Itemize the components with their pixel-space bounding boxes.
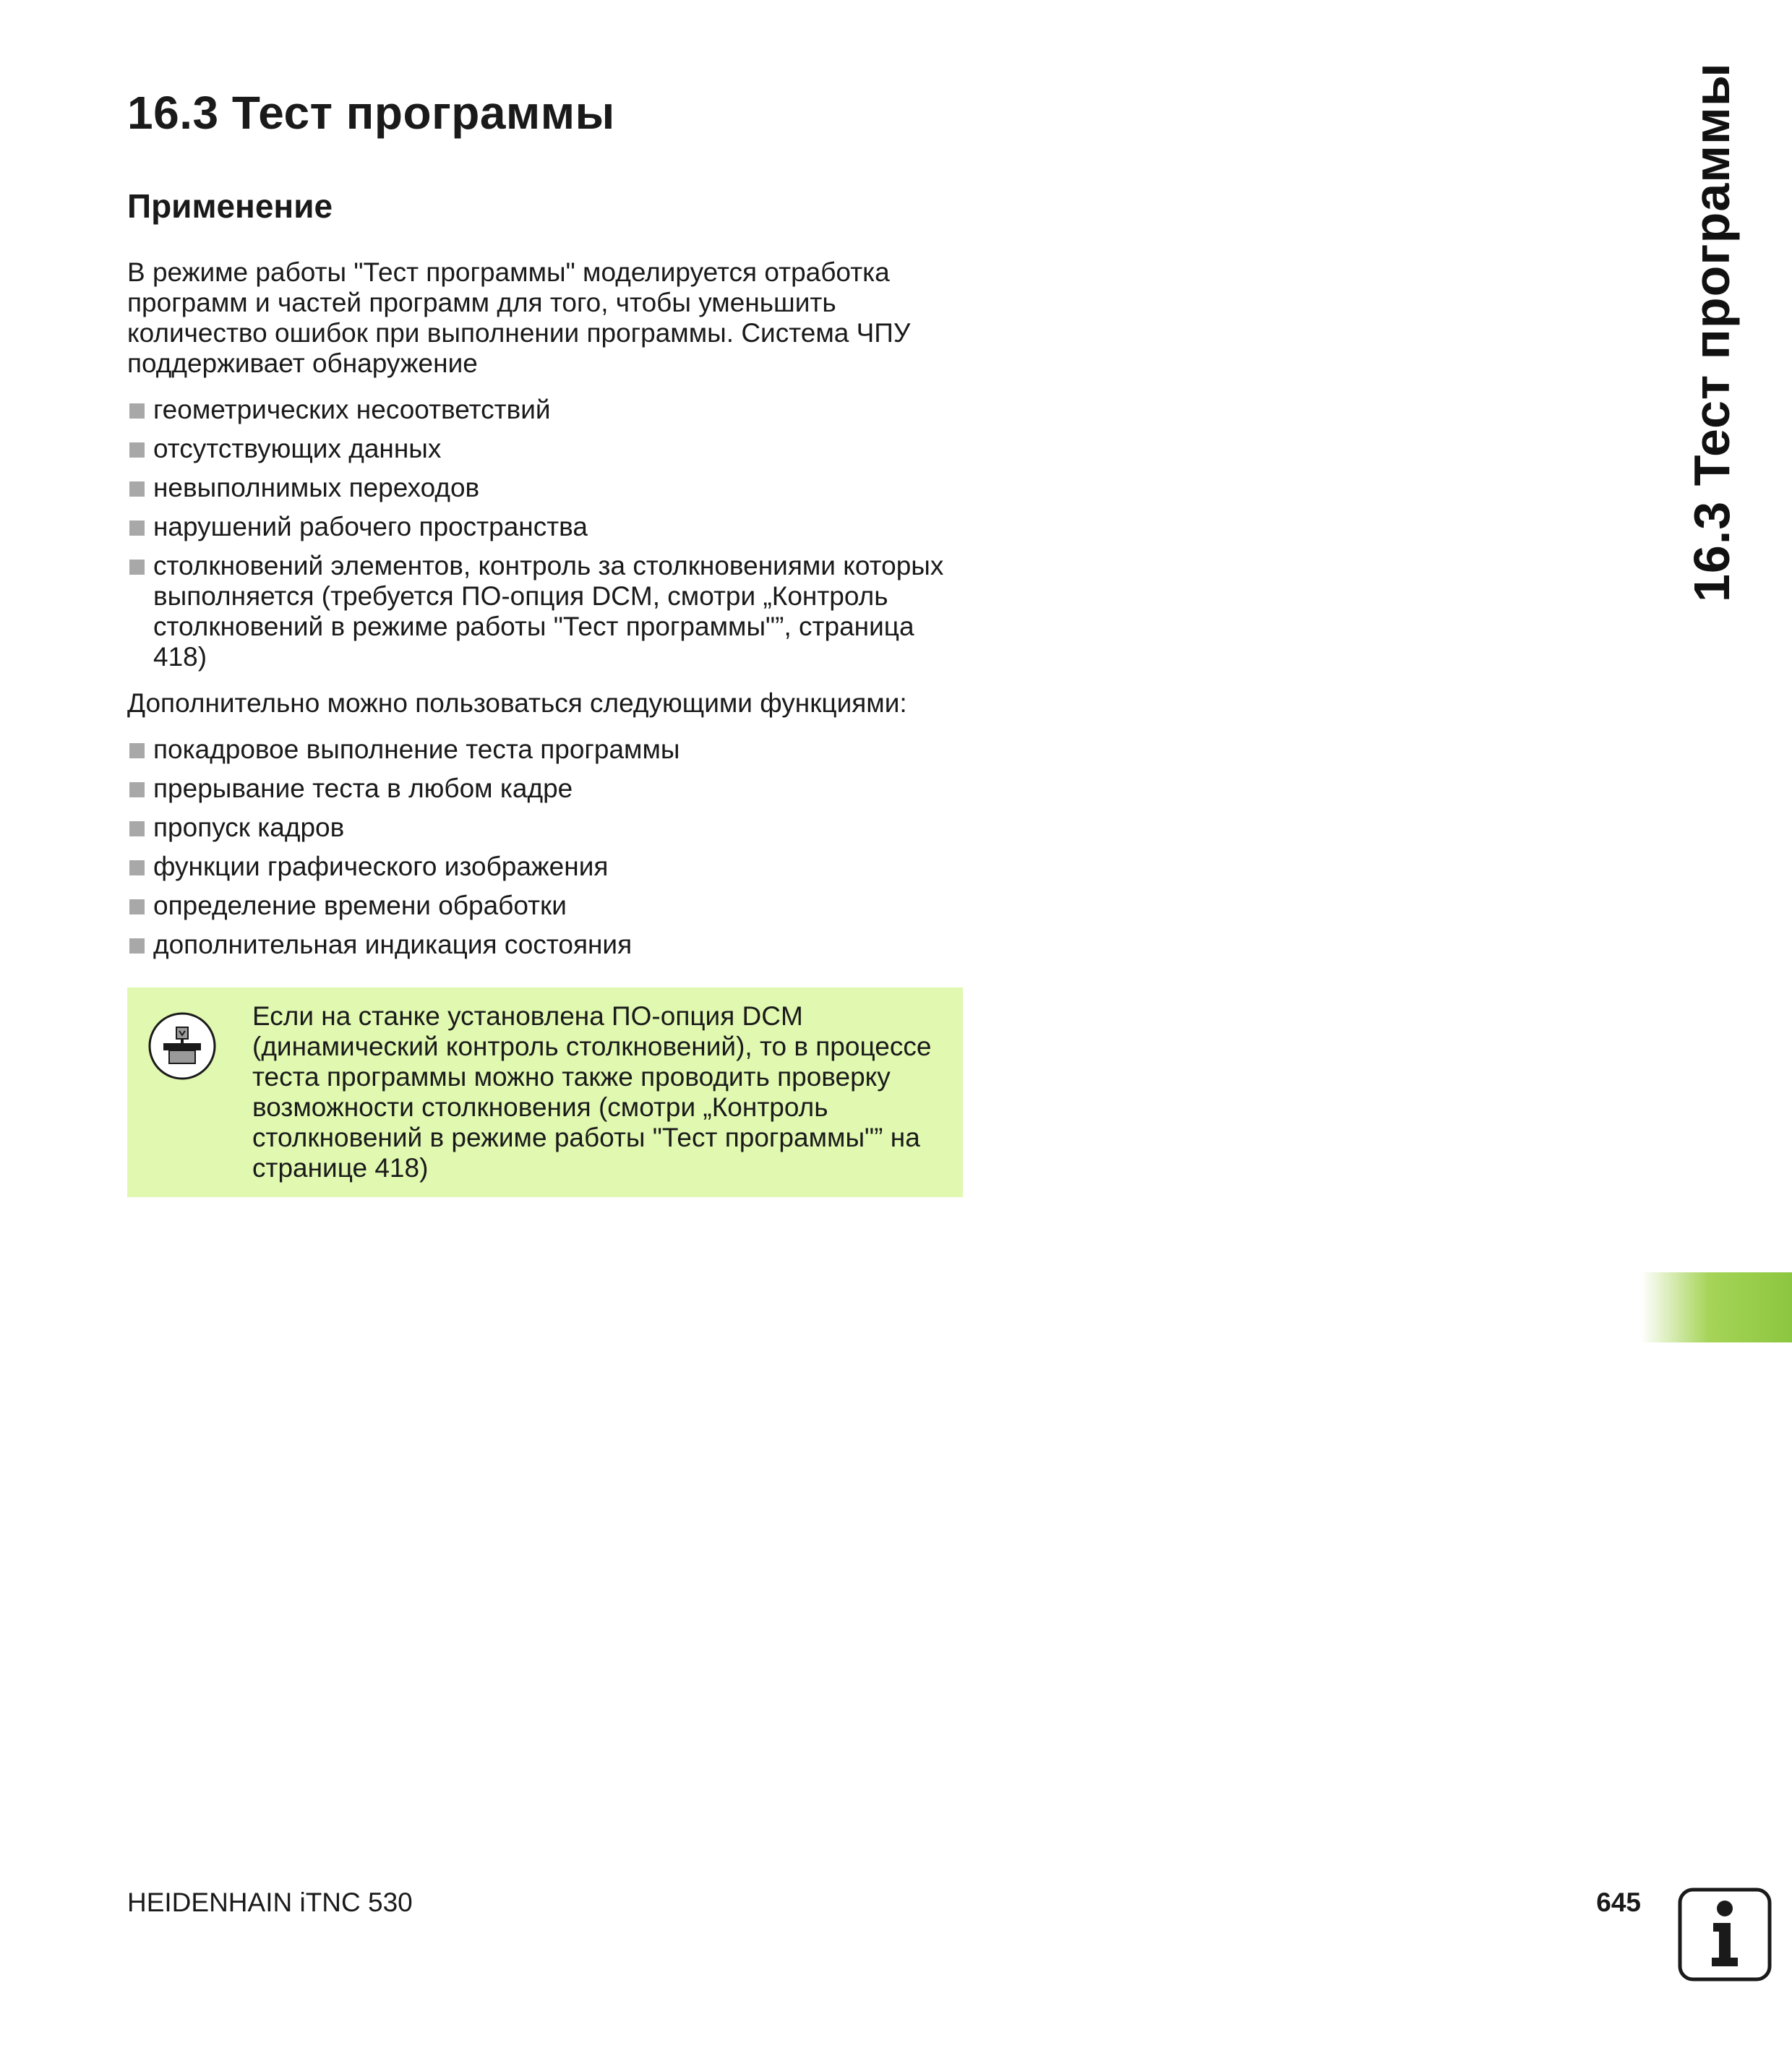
note-text: Если на станке установлена ПО-опция DCM (динамический контроль столкновений), то в процессе теста программы можно также проводить проверку возможности столкновения (смотри „Контроль столкновений в режиме работы "Тест программы"” на странице 418): [252, 1001, 932, 1183]
list-item: прерывание теста в любом кадре: [127, 774, 966, 804]
bullet-square-icon: [129, 860, 145, 875]
list-item: покадровое выполнение теста программы: [127, 734, 966, 765]
detection-list: [127, 395, 966, 672]
bullet-square-icon: [129, 938, 145, 954]
note-box: [127, 987, 963, 1197]
list-item: пропуск кадров: [127, 813, 966, 843]
bullet-square-icon: [129, 899, 145, 914]
bullet-square-icon: [129, 442, 145, 458]
intro-paragraph: В режиме работы "Тест программы" моделируется отработка программ и частей программ для того, чтобы уменьшить количество ошибок при выполнении программы. Система ЧПУ поддерживает обнаружение: [127, 257, 911, 378]
bullet-square-icon: [129, 560, 145, 575]
list-item: нарушений рабочего пространства: [127, 512, 966, 542]
footer-product: HEIDENHAIN iTNC 530: [127, 1888, 413, 1917]
bullet-square-icon: [129, 743, 145, 758]
list-item: столкновений элементов, контроль за столкновениями которых выполняется (требуется ПО-опция DCM, смотри „Контроль столкновений в режиме работы "Тест программы"”, страница 418): [127, 551, 966, 672]
bullet-square-icon: [129, 782, 145, 797]
page-title: 16.3 Тест программы: [127, 87, 615, 139]
page-number: 645: [1596, 1888, 1641, 1917]
main-content: [127, 257, 966, 960]
side-chapter-title: 16.3 Тест программы: [1684, 62, 1740, 602]
bullet-square-icon: [129, 520, 145, 536]
list-item: геометрических несоответствий: [127, 395, 966, 425]
list-item: определение времени обработки: [127, 891, 966, 921]
functions-list: [127, 734, 966, 960]
side-chapter-tab: [1679, 62, 1744, 602]
section-heading: Применение: [127, 187, 333, 225]
bullet-square-icon: [129, 481, 145, 497]
list-item: функции графического изображения: [127, 852, 966, 882]
list-item: дополнительная индикация состояния: [127, 930, 966, 960]
bullet-square-icon: [129, 821, 145, 836]
functions-intro: Дополнительно можно пользоваться следующими функциями:: [127, 688, 907, 718]
list-item: невыполнимых переходов: [127, 473, 966, 503]
list-item: отсутствующих данных: [127, 434, 966, 464]
bullet-square-icon: [129, 403, 145, 419]
machine-note-icon: [147, 1011, 217, 1081]
chapter-tab-marker: [1641, 1272, 1792, 1342]
info-icon: [1677, 1887, 1772, 1982]
